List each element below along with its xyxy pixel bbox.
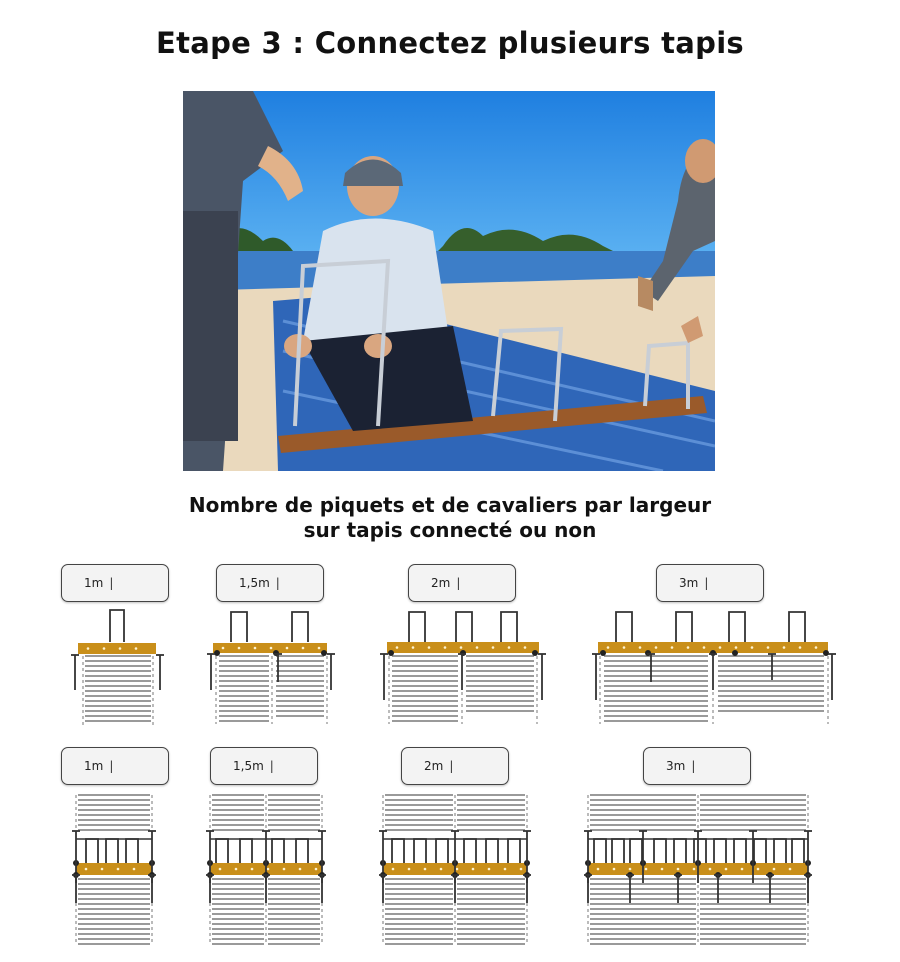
staple-icon	[231, 612, 247, 642]
staple-icon	[734, 839, 746, 863]
staple-icon	[272, 839, 284, 863]
connected-1-5m-bottom-panel	[212, 879, 264, 944]
connected-1-5m-bottom-panel	[268, 879, 320, 944]
bar-rivet	[283, 868, 286, 871]
bar-rivet	[254, 647, 257, 650]
stake-point	[750, 860, 756, 866]
mat-panel-1m	[85, 656, 151, 721]
connected-2m-connector-bar	[383, 863, 527, 875]
stake-point	[207, 872, 213, 878]
bar-rivet	[299, 868, 302, 871]
bar-rivet	[219, 868, 222, 871]
bar-rivet	[456, 868, 459, 871]
bar-rivet	[270, 647, 273, 650]
cursor-mark: |	[269, 759, 274, 773]
bar-rivet	[607, 646, 610, 649]
bar-rivet	[267, 868, 270, 871]
bar-rivet	[85, 868, 88, 871]
width-text: 1,5m	[233, 759, 264, 773]
stake-point	[675, 872, 681, 878]
stake-point	[319, 872, 325, 878]
bar-rivet	[117, 868, 120, 871]
cursor-mark: |	[109, 576, 114, 590]
bar-rivet	[392, 868, 395, 871]
bar-rivet	[629, 868, 632, 871]
bar-rivet	[235, 868, 238, 871]
bar-rivet	[508, 646, 511, 649]
installation-photo	[183, 91, 715, 471]
bar-rivet	[396, 646, 399, 649]
cursor-mark: |	[109, 759, 114, 773]
stake-point	[149, 872, 155, 878]
connected-3m-top-panel	[700, 795, 806, 830]
width-text: 2m	[431, 576, 451, 590]
staple-icon	[754, 839, 766, 863]
staple-icon	[216, 839, 228, 863]
stake-point	[319, 860, 325, 866]
cursor-mark: |	[456, 576, 461, 590]
bar-rivet	[222, 647, 225, 650]
staple-icon	[729, 612, 745, 642]
width-text: 1m	[84, 576, 104, 590]
connected-3m-bottom-panel	[590, 879, 696, 944]
connector-bar-3m	[598, 642, 828, 653]
stake-point	[380, 872, 386, 878]
bar-rivet	[238, 647, 241, 650]
bar-rivet	[318, 647, 321, 650]
staple-icon	[654, 839, 666, 863]
bar-rivet	[671, 646, 674, 649]
stake-point	[600, 650, 606, 656]
bar-rivet	[735, 646, 738, 649]
bar-rivet	[135, 647, 138, 650]
stake-point	[627, 872, 633, 878]
connected-1-5m-connector-bar	[210, 863, 322, 875]
connector-bar-2m	[387, 642, 539, 653]
connected-2m-bottom-panel	[385, 879, 453, 944]
bar-rivet	[661, 868, 664, 871]
bar-rivet	[315, 868, 318, 871]
stake-point	[460, 650, 466, 656]
cursor-mark: |	[449, 759, 454, 773]
stake-point	[695, 860, 701, 866]
bar-rivet	[799, 646, 802, 649]
staple-icon	[792, 839, 804, 863]
bar-rivet	[408, 868, 411, 871]
bar-rivet	[767, 646, 770, 649]
bar-rivet	[133, 868, 136, 871]
staple-icon	[292, 612, 308, 642]
mat-panel-3m-b	[718, 656, 824, 711]
connected-1m-bottom-panel	[78, 879, 150, 944]
page-title: Etape 3 : Connectez plusieurs tapis	[155, 26, 744, 60]
diagram-subtitle	[0, 493, 900, 543]
bar-rivet	[504, 868, 507, 871]
bar-rivet	[789, 868, 792, 871]
bar-rivet	[709, 868, 712, 871]
bar-rivet	[524, 646, 527, 649]
staple-icon	[110, 610, 124, 642]
subtitle-line-2: sur tapis connecté ou non	[303, 518, 597, 542]
bar-rivet	[286, 647, 289, 650]
stake-point	[645, 650, 651, 656]
bar-rivet	[757, 868, 760, 871]
stake-point	[640, 860, 646, 866]
connected-1m-connector-bar	[76, 863, 152, 875]
stake-point	[263, 860, 269, 866]
staple-icon	[106, 839, 118, 863]
width-label-2m-connected	[401, 747, 509, 785]
bar-rivet	[655, 646, 658, 649]
stake-point	[149, 860, 155, 866]
stake-point	[823, 650, 829, 656]
staple-icon	[436, 839, 448, 863]
mat-panel-1-5m-a	[219, 656, 269, 721]
width-text: 1,5m	[239, 576, 270, 590]
bar-rivet	[103, 647, 106, 650]
bar-rivet	[639, 646, 642, 649]
staple-icon	[126, 839, 138, 863]
connector-bar-1-5m	[213, 643, 327, 653]
stake-point	[452, 860, 458, 866]
bar-rivet	[520, 868, 523, 871]
bar-rivet	[424, 868, 427, 871]
bar-rivet	[472, 868, 475, 871]
staple-icon	[714, 839, 726, 863]
stake-point	[532, 650, 538, 656]
bar-rivet	[492, 646, 495, 649]
bar-rivet	[677, 868, 680, 871]
width-text: 1m	[84, 759, 104, 773]
stake-point	[73, 860, 79, 866]
bar-rivet	[488, 868, 491, 871]
connected-3m-top-panel	[590, 795, 696, 830]
width-label-1-5m-connected	[210, 747, 318, 785]
stake-point	[585, 860, 591, 866]
bar-rivet	[444, 646, 447, 649]
bar-rivet	[460, 646, 463, 649]
connected-2m-top-panel	[385, 795, 453, 830]
bar-rivet	[693, 868, 696, 871]
bar-rivet	[476, 646, 479, 649]
width-text: 3m	[679, 576, 699, 590]
bar-rivet	[751, 646, 754, 649]
width-label-1m-single	[61, 564, 169, 602]
bar-rivet	[687, 646, 690, 649]
bar-rivet	[703, 646, 706, 649]
stake-point	[805, 872, 811, 878]
stake-point	[524, 860, 530, 866]
bar-rivet	[101, 868, 104, 871]
stake-point	[585, 872, 591, 878]
staple-icon	[296, 839, 308, 863]
bar-rivet	[783, 646, 786, 649]
bar-rivet	[725, 868, 728, 871]
staple-icon	[464, 839, 476, 863]
width-text: 3m	[666, 759, 686, 773]
stake-point	[380, 860, 386, 866]
bar-rivet	[645, 868, 648, 871]
connected-1-5m-top-panel	[212, 795, 264, 830]
subtitle-line-1: Nombre de piquets et de cavaliers par largeur	[188, 493, 712, 517]
mat-panel-3m-a	[604, 656, 708, 721]
stake-point	[214, 650, 220, 656]
width-label-1-5m-single	[216, 564, 324, 602]
staple-icon	[674, 839, 686, 863]
staple-icon	[414, 839, 426, 863]
staple-icon	[240, 839, 252, 863]
bar-rivet	[623, 646, 626, 649]
stake-point	[207, 860, 213, 866]
mat-panel-2m-a	[392, 656, 458, 721]
connector-bar-1m	[78, 643, 156, 654]
staple-icon	[676, 612, 692, 642]
bar-rivet	[597, 868, 600, 871]
stake-point	[388, 650, 394, 656]
stake-point	[524, 872, 530, 878]
staple-icon	[694, 839, 706, 863]
connected-3m-bottom-panel	[700, 879, 806, 944]
bar-rivet	[719, 646, 722, 649]
staple-icon	[409, 612, 425, 642]
stake-point	[715, 872, 721, 878]
mat-panel-1-5m-b	[276, 656, 324, 716]
cursor-mark: |	[691, 759, 696, 773]
connected-1m-top-panel	[78, 795, 150, 830]
staple-icon	[501, 612, 517, 642]
width-label-3m-connected	[643, 747, 751, 785]
bar-rivet	[119, 647, 122, 650]
cursor-mark: |	[704, 576, 709, 590]
stake-point	[263, 872, 269, 878]
bar-rivet	[741, 868, 744, 871]
width-label-2m-single	[408, 564, 516, 602]
connected-2m-bottom-panel	[457, 879, 525, 944]
stake-point	[805, 860, 811, 866]
bar-rivet	[251, 868, 254, 871]
stake-point	[73, 872, 79, 878]
staple-icon	[392, 839, 404, 863]
staple-icon	[508, 839, 520, 863]
bar-rivet	[613, 868, 616, 871]
bar-rivet	[773, 868, 776, 871]
mat-panel-2m-b	[466, 656, 534, 711]
stake-point	[273, 650, 279, 656]
staple-icon	[630, 839, 642, 863]
stake-point	[767, 872, 773, 878]
connected-2m-top-panel	[457, 795, 525, 830]
staple-icon	[486, 839, 498, 863]
stake-point	[452, 872, 458, 878]
connected-1-5m-top-panel	[268, 795, 320, 830]
width-label-3m-single	[656, 564, 764, 602]
bar-rivet	[440, 868, 443, 871]
bar-rivet	[87, 647, 90, 650]
staple-icon	[86, 839, 98, 863]
stake-point	[710, 650, 716, 656]
staple-icon	[612, 839, 624, 863]
bar-rivet	[815, 646, 818, 649]
staple-icon	[456, 612, 472, 642]
staple-icon	[774, 839, 786, 863]
staple-icon	[789, 612, 805, 642]
stake-point	[321, 650, 327, 656]
width-text: 2m	[424, 759, 444, 773]
connected-3m-connector-bar	[588, 863, 808, 875]
bar-rivet	[302, 647, 305, 650]
staple-icon	[594, 839, 606, 863]
cursor-mark: |	[275, 576, 280, 590]
bar-rivet	[428, 646, 431, 649]
width-label-1m-connected	[61, 747, 169, 785]
bar-rivet	[412, 646, 415, 649]
stake-point	[732, 650, 738, 656]
staple-icon	[616, 612, 632, 642]
